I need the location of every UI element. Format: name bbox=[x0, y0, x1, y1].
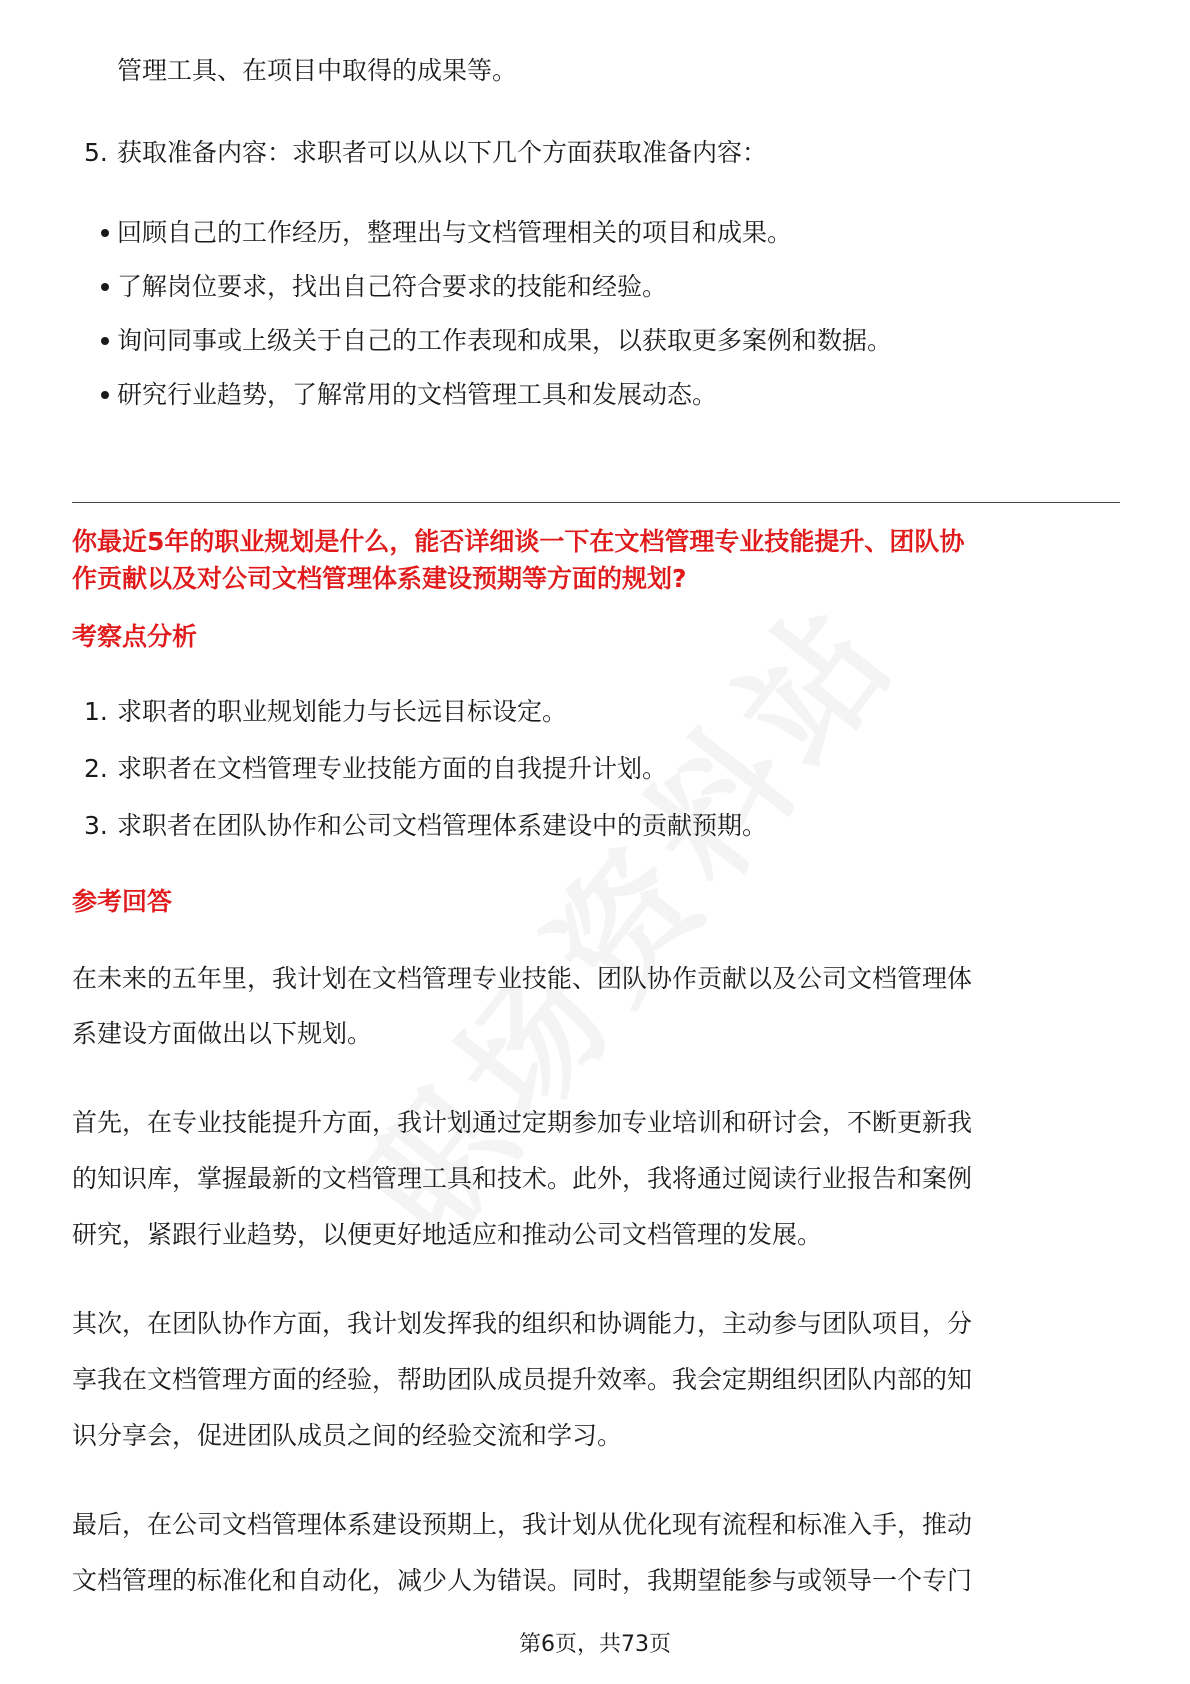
paragraph-line: 在未来的五年里，我计划在文档管理专业技能、团队协作贡献以及公司文档管理体 bbox=[72, 964, 973, 993]
bullet-dot-icon bbox=[101, 229, 109, 237]
paragraph-line: 其次，在团队协作方面，我计划发挥我的组织和协调能力，主动参与团队项目，分 bbox=[72, 1309, 973, 1338]
bullet-dot-icon bbox=[101, 391, 109, 399]
list-number: 5. bbox=[84, 138, 108, 167]
list-item: 求职者在文档管理专业技能方面的自我提升计划。 bbox=[117, 754, 668, 783]
list-item: 获取准备内容：求职者可以从以下几个方面获取准备内容： bbox=[117, 138, 768, 167]
list-item: 求职者在团队协作和公司文档管理体系建设中的贡献预期。 bbox=[117, 811, 768, 840]
question-title: 作贡献以及对公司文档管理体系建设预期等方面的规划? bbox=[72, 564, 687, 593]
section-divider bbox=[72, 502, 1120, 503]
bullet-item: 回顾自己的工作经历，整理出与文档管理相关的项目和成果。 bbox=[117, 218, 793, 247]
bullet-item: 研究行业趋势，了解常用的文档管理工具和发展动态。 bbox=[117, 380, 718, 409]
page-footer: 第6页，共73页 bbox=[519, 1632, 671, 1657]
bullet-item: 询问同事或上级关于自己的工作表现和成果，以获取更多案例和数据。 bbox=[117, 326, 893, 355]
paragraph-line: 最后，在公司文档管理体系建设预期上，我计划从优化现有流程和标准入手，推动 bbox=[72, 1510, 973, 1539]
bullet-dot-icon bbox=[101, 283, 109, 291]
paragraph-line: 系建设方面做出以下规划。 bbox=[72, 1019, 373, 1048]
paragraph-line: 享我在文档管理方面的经验，帮助团队成员提升效率。我会定期组织团队内部的知 bbox=[72, 1365, 973, 1394]
paragraph-line: 首先，在专业技能提升方面，我计划通过定期参加专业培训和研讨会，不断更新我 bbox=[72, 1108, 973, 1137]
list-number: 1. bbox=[84, 697, 108, 726]
bullet-item: 了解岗位要求，找出自己符合要求的技能和经验。 bbox=[117, 272, 668, 301]
section-heading: 考察点分析 bbox=[72, 622, 198, 651]
paragraph-line: 的知识库，掌握最新的文档管理工具和技术。此外，我将通过阅读行业报告和案例 bbox=[72, 1164, 973, 1193]
list-number: 2. bbox=[84, 754, 108, 783]
section-heading: 参考回答 bbox=[72, 887, 173, 916]
text-line: 管理工具、在项目中取得的成果等。 bbox=[117, 56, 518, 85]
paragraph-line: 识分享会，促进团队成员之间的经验交流和学习。 bbox=[72, 1421, 623, 1450]
list-number: 3. bbox=[84, 811, 108, 840]
paragraph-line: 文档管理的标准化和自动化，减少人为错误。同时，我期望能参与或领导一个专门 bbox=[72, 1566, 973, 1595]
bullet-dot-icon bbox=[101, 337, 109, 345]
question-title: 你最近5年的职业规划是什么，能否详细谈一下在文档管理专业技能提升、团队协 bbox=[72, 527, 965, 556]
paragraph-line: 研究，紧跟行业趋势，以便更好地适应和推动公司文档管理的发展。 bbox=[72, 1220, 823, 1249]
list-item: 求职者的职业规划能力与长远目标设定。 bbox=[117, 697, 568, 726]
